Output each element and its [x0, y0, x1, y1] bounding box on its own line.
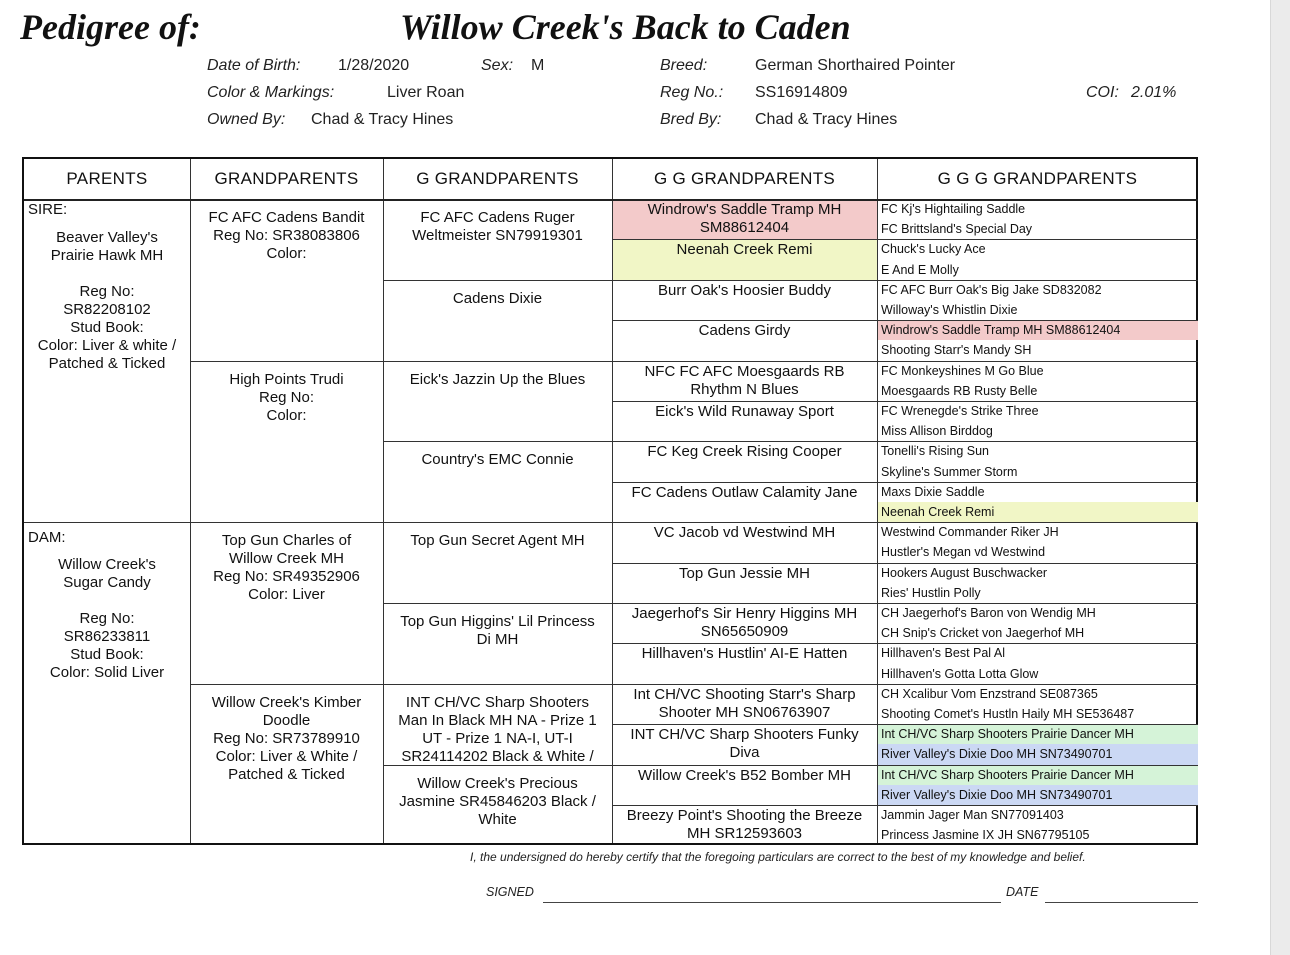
cell-line: Willow Creek MH	[228, 550, 344, 568]
col-header-parents: PARENTS	[66, 169, 148, 188]
ggg-grandparent-cell: FC AFC Burr Oak's Big Jake SD832082	[881, 282, 1102, 297]
cell-line: NFC FC AFC Moesgaards RB	[644, 362, 845, 380]
cell-line: Color: Solid Liver	[49, 664, 165, 681]
cell-line: UT - Prize 1 NA-I, UT-I	[422, 729, 573, 747]
sex-value: M	[531, 57, 545, 74]
cell-line: Top Gun Jessie MH	[679, 564, 810, 582]
g-grandparent-cell	[383, 694, 612, 766]
ggg-grandparent-cell: River Valley's Dixie Doo MH SN73490701	[881, 747, 1113, 762]
cell-line: SR82208102	[63, 301, 151, 318]
cell-line: Cadens Girdy	[698, 322, 791, 340]
ggg-grandparent-cell: Shooting Comet's Hustln Haily MH SE536487	[881, 707, 1135, 721]
gg-grandparent-cell	[612, 443, 877, 461]
dob-label: Date of Birth:	[207, 57, 301, 74]
g-grandparent-cell	[383, 532, 612, 550]
signed-label: SIGNED	[486, 885, 534, 899]
ggg-grandparent-cell: Tonelli's Rising Sun	[881, 444, 989, 459]
bred-value: Chad & Tracy Hines	[755, 111, 898, 128]
cell-line: SR86233811	[63, 628, 151, 645]
ggg-grandparent-cell: Hookers August Buschwacker	[881, 565, 1048, 580]
ggg-grandparent-cell: Jammin Jager Man SN77091403	[881, 808, 1064, 822]
sex-label: Sex:	[481, 57, 514, 74]
ggg-grandparent-cell: Chuck's Lucky Ace	[881, 242, 986, 257]
ggg-grandparent-cell: CH Xcalibur Vom Enzstrand SE087365	[881, 686, 1098, 701]
cell-line: Reg No: SR38083806	[213, 227, 360, 244]
g-grandparent-cell	[383, 451, 612, 469]
cell-line	[24, 592, 190, 610]
cell-line: Color: Liver	[248, 586, 325, 604]
cell-line: INT CH/VC Sharp Shooters Funky	[630, 726, 859, 744]
cell-line: Breezy Point's Shooting the Breeze	[626, 807, 863, 824]
cell-line: FC Keg Creek Rising Cooper	[647, 443, 842, 461]
ggg-grandparent-cell: Moesgaards RB Rusty Belle	[881, 383, 1038, 398]
cell-line: Man In Black MH NA - Prize 1	[398, 711, 597, 729]
cell-line: SR24114202 Black & White /	[401, 747, 594, 765]
ggg-grandparent-cell: Miss Allison Birddog	[881, 424, 993, 439]
cell-line: Stud Book:	[70, 646, 144, 663]
col-header-grandparents: GRANDPARENTS	[214, 169, 359, 188]
cell-line: Top Gun Charles of	[221, 532, 352, 550]
cell-line: Willow Creek's Precious	[417, 774, 578, 792]
g-grandparent-cell	[383, 209, 612, 245]
cell-line: Patched & Ticked	[48, 355, 166, 372]
cell-line: Willow Creek's	[58, 556, 156, 573]
cell-line: Neenah Creek Remi	[676, 241, 813, 259]
g-grandparent-cell	[383, 775, 612, 829]
cell-line: FC AFC Cadens Bandit	[208, 209, 365, 226]
cell-line: SM88612404	[699, 219, 790, 236]
cell-line: Sugar Candy	[63, 574, 151, 591]
cell-line: Stud Book:	[70, 319, 144, 336]
cell-line: Eick's Jazzin Up the Blues	[409, 370, 586, 388]
gg-grandparent-cell	[612, 767, 877, 785]
cell-line: Rhythm N Blues	[690, 380, 799, 398]
cell-line: SN65650909	[700, 623, 789, 640]
cell-line: Color: Liver & White /	[215, 747, 358, 765]
cell-line: Jaegerhof's Sir Henry Higgins MH	[631, 605, 858, 622]
ggg-grandparent-cell: Princess Jasmine IX JH SN67795105	[881, 828, 1090, 843]
ggg-grandparent-cell: Hillhaven's Gotta Lotta Glow	[881, 666, 1039, 681]
cell-line: MH SR12593603	[686, 825, 803, 842]
cell-line: High Points Trudi	[229, 370, 344, 388]
ggg-grandparent-cell: FC Kj's Hightailing Saddle	[881, 202, 1026, 216]
gg-grandparent-cell	[612, 645, 877, 663]
cell-line: VC Jacob vd Westwind MH	[653, 524, 836, 542]
ggg-grandparent-cell: FC Brittsland's Special Day	[881, 222, 1033, 237]
cell-line: Eick's Wild Runaway Sport	[655, 403, 834, 420]
gg-grandparent-cell	[612, 565, 877, 583]
cell-line: Cadens Dixie	[452, 289, 543, 307]
cell-line: Reg No:	[258, 388, 315, 406]
ggg-grandparent-cell: River Valley's Dixie Doo MH SN73490701	[881, 787, 1113, 802]
gg-grandparent-cell	[612, 201, 877, 237]
cell-line: Top Gun Secret Agent MH	[410, 532, 585, 550]
owned-label: Owned By:	[207, 111, 286, 128]
ggg-grandparent-cell: Ries' Hustlin Polly	[881, 585, 981, 600]
gg-grandparent-cell	[612, 403, 877, 421]
cell-line: Color:	[266, 245, 307, 262]
ggg-grandparent-cell: Westwind Commander Riker JH	[881, 525, 1059, 540]
col-header-g-grandparents: G GRANDPARENTS	[416, 169, 579, 188]
signature-line[interactable]	[543, 902, 1001, 903]
ggg-grandparent-cell: Hillhaven's Best Pal Al	[881, 646, 1005, 661]
cell-line: Beaver Valley's	[56, 229, 158, 246]
date-line[interactable]	[1045, 902, 1198, 903]
cell-line: Hillhaven's Hustlin' AI-E Hatten	[641, 645, 848, 663]
certification-statement: I, the undersigned do hereby certify that the foregoing particulars are correct to the best of my knowledge and belief.	[470, 850, 1086, 864]
bred-label: Bred By:	[660, 111, 722, 128]
ggg-grandparent-cell: Maxs Dixie Saddle	[881, 484, 985, 499]
gg-grandparent-cell	[612, 484, 877, 502]
cell-line	[24, 265, 190, 283]
cell-line: White	[478, 810, 517, 828]
cell-line: FC AFC Cadens Ruger	[420, 209, 575, 226]
cell-line: Reg No:	[79, 610, 135, 627]
dam-label: DAM:	[28, 529, 66, 546]
ggg-grandparent-cell: CH Jaegerhof's Baron von Wendig MH	[881, 606, 1096, 620]
cell-line: Diva	[729, 744, 760, 762]
breed-label: Breed:	[660, 57, 708, 74]
coi-value: 2.01%	[1131, 84, 1177, 101]
pedigree-title-label: Pedigree of:	[20, 7, 201, 47]
cell-line: Top Gun Higgins' Lil Princess	[400, 613, 595, 630]
gg-grandparent-cell	[612, 322, 877, 340]
dam-info	[24, 556, 190, 682]
reg-label: Reg No.:	[660, 84, 724, 101]
ggg-grandparent-cell: FC Wrenegde's Strike Three	[881, 404, 1039, 418]
sire-info	[24, 229, 190, 373]
date-label: DATE	[1006, 885, 1039, 899]
cell-line: Patched & Ticked	[228, 765, 345, 783]
gg-grandparent-cell	[612, 282, 877, 300]
gg-grandparent-cell	[612, 524, 877, 542]
breed-value: German Shorthaired Pointer	[755, 57, 956, 74]
cell-line: Willow Creek's Kimber	[211, 693, 362, 711]
pedigree-table	[22, 157, 1198, 845]
ggg-grandparent-cell: E And E Molly	[881, 262, 959, 277]
reg-value: SS16914809	[755, 84, 848, 101]
grandparent-cell	[190, 694, 383, 784]
cell-line: Prairie Hawk MH	[50, 247, 164, 264]
cell-line: Doodle	[262, 711, 311, 729]
ggg-grandparent-cell: Hustler's Megan vd Westwind	[881, 545, 1046, 560]
cell-line: Reg No: SR49352906	[213, 568, 360, 586]
g-grandparent-cell	[383, 613, 612, 649]
cell-line: Color:	[266, 406, 307, 424]
g-grandparent-cell	[383, 371, 612, 389]
gg-grandparent-cell	[612, 363, 877, 399]
ggg-grandparent-cell: Windrow's Saddle Tramp MH SM88612404	[881, 323, 1121, 338]
gg-grandparent-cell	[612, 726, 877, 762]
color-value: Liver Roan	[387, 84, 465, 101]
dog-name: Willow Creek's Back to Caden	[400, 7, 851, 47]
cell-line: Willow Creek's B52 Bomber MH	[638, 766, 851, 784]
coi-label: COI:	[1086, 84, 1119, 101]
cell-line: Jasmine SR45846203 Black /	[399, 792, 596, 810]
cell-line: Windrow's Saddle Tramp MH	[647, 201, 842, 218]
ggg-grandparent-cell: Shooting Starr's Mandy SH	[881, 343, 1032, 358]
grandparent-cell	[190, 532, 383, 604]
ggg-grandparent-cell: CH Snip's Cricket von Jaegerhof MH	[881, 626, 1085, 641]
ggg-grandparent-cell: Neenah Creek Remi	[881, 505, 995, 519]
cell-line: Color: Liver & white /	[37, 337, 177, 354]
dob-value: 1/28/2020	[338, 57, 410, 74]
ggg-grandparent-cell: Int CH/VC Sharp Shooters Prairie Dancer MH	[881, 727, 1134, 742]
gg-grandparent-cell	[612, 807, 877, 843]
cell-line: Reg No: SR73789910	[213, 729, 360, 747]
ggg-grandparent-cell: Skyline's Summer Storm	[881, 464, 1018, 479]
color-label: Color & Markings:	[207, 84, 335, 101]
cell-line: Reg No:	[79, 283, 135, 300]
cell-line: Di MH	[476, 631, 519, 648]
g-grandparent-cell	[383, 290, 612, 308]
grandparent-cell	[190, 209, 383, 263]
cell-line: Country's EMC Connie	[421, 451, 574, 469]
grandparent-cell	[190, 371, 383, 425]
gg-grandparent-cell	[612, 241, 877, 259]
ggg-grandparent-cell: FC Monkeyshines M Go Blue	[881, 363, 1044, 378]
col-header-gg-grandparents: G G GRANDPARENTS	[653, 169, 836, 188]
ggg-grandparent-cell: Int CH/VC Sharp Shooters Prairie Dancer MH	[881, 767, 1134, 782]
owned-value: Chad & Tracy Hines	[311, 111, 454, 128]
page-edge	[1270, 0, 1290, 955]
cell-line: INT CH/VC Sharp Shooters	[405, 693, 590, 711]
col-header-ggg-grandparents: G G G GRANDPARENTS	[937, 169, 1138, 188]
sire-label: SIRE:	[28, 201, 68, 218]
cell-line: Int CH/VC Shooting Starr's Sharp	[633, 685, 856, 703]
gg-grandparent-cell	[612, 605, 877, 641]
gg-grandparent-cell	[612, 686, 877, 722]
cell-line: FC Cadens Outlaw Calamity Jane	[631, 483, 858, 501]
ggg-grandparent-cell: Willoway's Whistlin Dixie	[881, 303, 1018, 317]
cell-line: Shooter MH SN06763907	[658, 703, 831, 721]
cell-line: Weltmeister SN79919301	[412, 227, 583, 244]
cell-line: Burr Oak's Hoosier Buddy	[658, 281, 831, 299]
